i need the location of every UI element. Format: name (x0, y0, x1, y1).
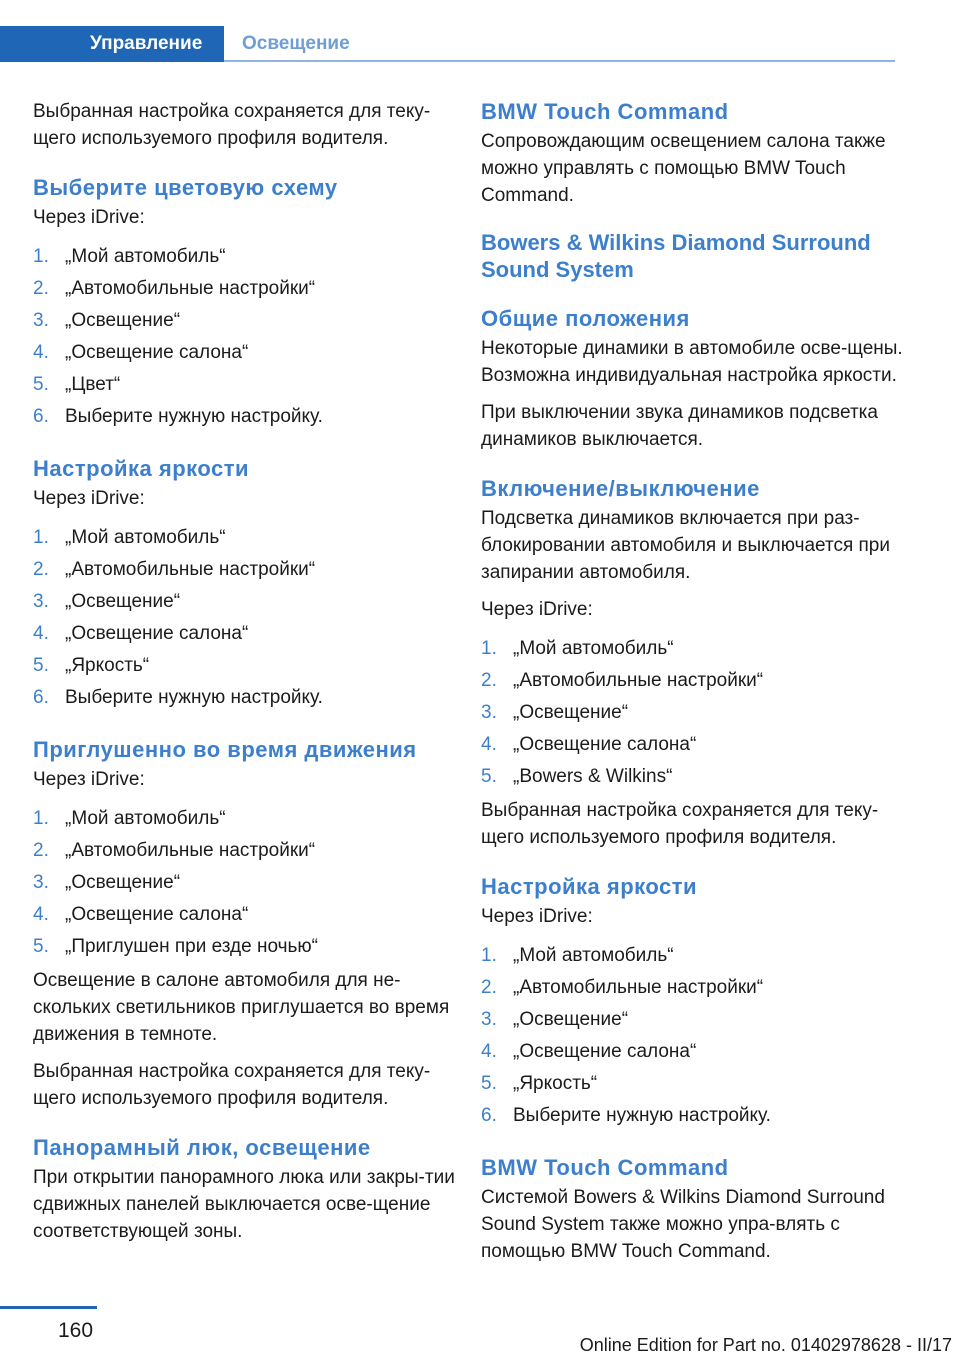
profile-note: Выбранная настройка сохраняется для теку‐щего используемого профиля водителя. (33, 1061, 431, 1109)
list-item: 6. Выберите нужную настройку. (481, 1105, 771, 1126)
list-item: 1. „Мой автомобиль“ (33, 808, 226, 829)
list-item: 4. „Освещение салона“ (481, 1041, 697, 1062)
heading-color-scheme: Выберите цветовую схему (33, 175, 338, 200)
list-item: 5. „Bowers & Wilkins“ (481, 766, 673, 787)
list-item: 3. „Освещение“ (481, 1009, 629, 1030)
via-idrive-label: Через iDrive: (33, 769, 145, 790)
heading-on-off: Включение/выключение (481, 476, 760, 501)
header-accent-bar (0, 26, 24, 62)
list-item: 1. „Мой автомобиль“ (33, 246, 226, 267)
panorama-description: При открытии панорамного люка или закры‐тии сдвижных панелей выключается осве‐щение соответствующей зоны. (33, 1167, 455, 1242)
list-item: 3. „Освещение“ (33, 310, 181, 331)
touch-command-description: Сопровождающим освещением салона также можно управлять с помощью BMW Touch Command. (481, 131, 886, 206)
list-item: 4. „Освещение салона“ (33, 623, 249, 644)
dimmed-description: Освещение в салоне автомобиля для не‐скольких светильников приглушается во время движения в темноте. (33, 970, 450, 1045)
list-item: 2. „Автомобильные настройки“ (33, 840, 316, 861)
list-item: 1. „Мой автомобиль“ (33, 527, 226, 548)
list-item: 3. „Освещение“ (33, 591, 181, 612)
list-item: 3. „Освещение“ (33, 872, 181, 893)
list-item: 1. „Мой автомобиль“ (481, 945, 674, 966)
steps-on-off (481, 633, 921, 793)
steps-brightness (33, 522, 463, 714)
footer-accent-line (0, 1306, 97, 1309)
via-idrive-label: Через iDrive: (481, 906, 593, 927)
touch-command-description: Системой Bowers & Wilkins Diamond Surround Sound System также можно упра‐влять с помощью BMW Touch Command. (481, 1187, 885, 1262)
list-item: 6. Выберите нужную настройку. (33, 687, 323, 708)
list-item: 1. „Мой автомобиль“ (481, 638, 674, 659)
list-item: 5. „Яркость“ (481, 1073, 598, 1094)
steps-color-scheme (33, 241, 463, 433)
list-item: 5. „Цвет“ (33, 374, 121, 395)
list-item: 4. „Освещение салона“ (33, 342, 249, 363)
left-column (33, 98, 463, 1255)
via-idrive-label: Через iDrive: (481, 599, 593, 620)
via-idrive-label: Через iDrive: (33, 207, 145, 228)
list-item: 3. „Освещение“ (481, 702, 629, 723)
list-item: 4. „Освещение салона“ (481, 734, 697, 755)
right-column (481, 98, 921, 1275)
heading-bowers-wilkins: Bowers & Wilkins Diamond Surround Sound System (481, 230, 871, 282)
list-item: 2. „Автомобильные настройки“ (33, 559, 316, 580)
heading-dimmed-while-driving: Приглушенно во время движения (33, 737, 417, 762)
general-paragraph-1: Некоторые динамики в автомобиле осве‐щены. Возможна индивидуальная настройка яркости. (481, 338, 903, 386)
list-item: 2. „Автомобильные настройки“ (33, 278, 316, 299)
list-item: 2. „Автомобильные настройки“ (481, 670, 764, 691)
profile-note: Выбранная настройка сохраняется для теку‐щего используемого профиля водителя. (481, 800, 879, 848)
list-item: 2. „Автомобильные настройки“ (481, 977, 764, 998)
list-item: 5. „Приглушен при езде ночью“ (33, 936, 318, 957)
intro-paragraph: Выбранная настройка сохраняется для теку‐щего используемого профиля водителя. (33, 101, 431, 149)
list-item: 4. „Освещение салона“ (33, 904, 249, 925)
on-off-paragraph: Подсветка динамиков включается при раз‐блокировании автомобиля и выключается при запирании автомобиля. (481, 508, 890, 583)
general-paragraph-2: При выключении звука динамиков подсветка динамиков выключается. (481, 402, 878, 450)
steps-dimmed (33, 803, 463, 963)
heading-panorama-roof: Панорамный люк, освещение (33, 1135, 371, 1160)
heading-general: Общие положения (481, 306, 690, 331)
list-item: 5. „Яркость“ (33, 655, 150, 676)
heading-touch-command: BMW Touch Command (481, 1155, 729, 1180)
steps-brightness (481, 940, 921, 1132)
page-number: 160 (58, 1319, 94, 1342)
tab-lighting[interactable]: Освещение (224, 26, 895, 62)
edition-footer: Online Edition for Part no. 01402978628 - II/17 (579, 1335, 952, 1355)
heading-brightness: Настройка яркости (33, 456, 250, 481)
heading-brightness: Настройка яркости (481, 874, 698, 899)
heading-touch-command: BMW Touch Command (481, 99, 729, 124)
via-idrive-label: Через iDrive: (33, 488, 145, 509)
tab-management[interactable]: Управление (24, 26, 224, 62)
list-item: 6. Выберите нужную настройку. (33, 406, 323, 427)
